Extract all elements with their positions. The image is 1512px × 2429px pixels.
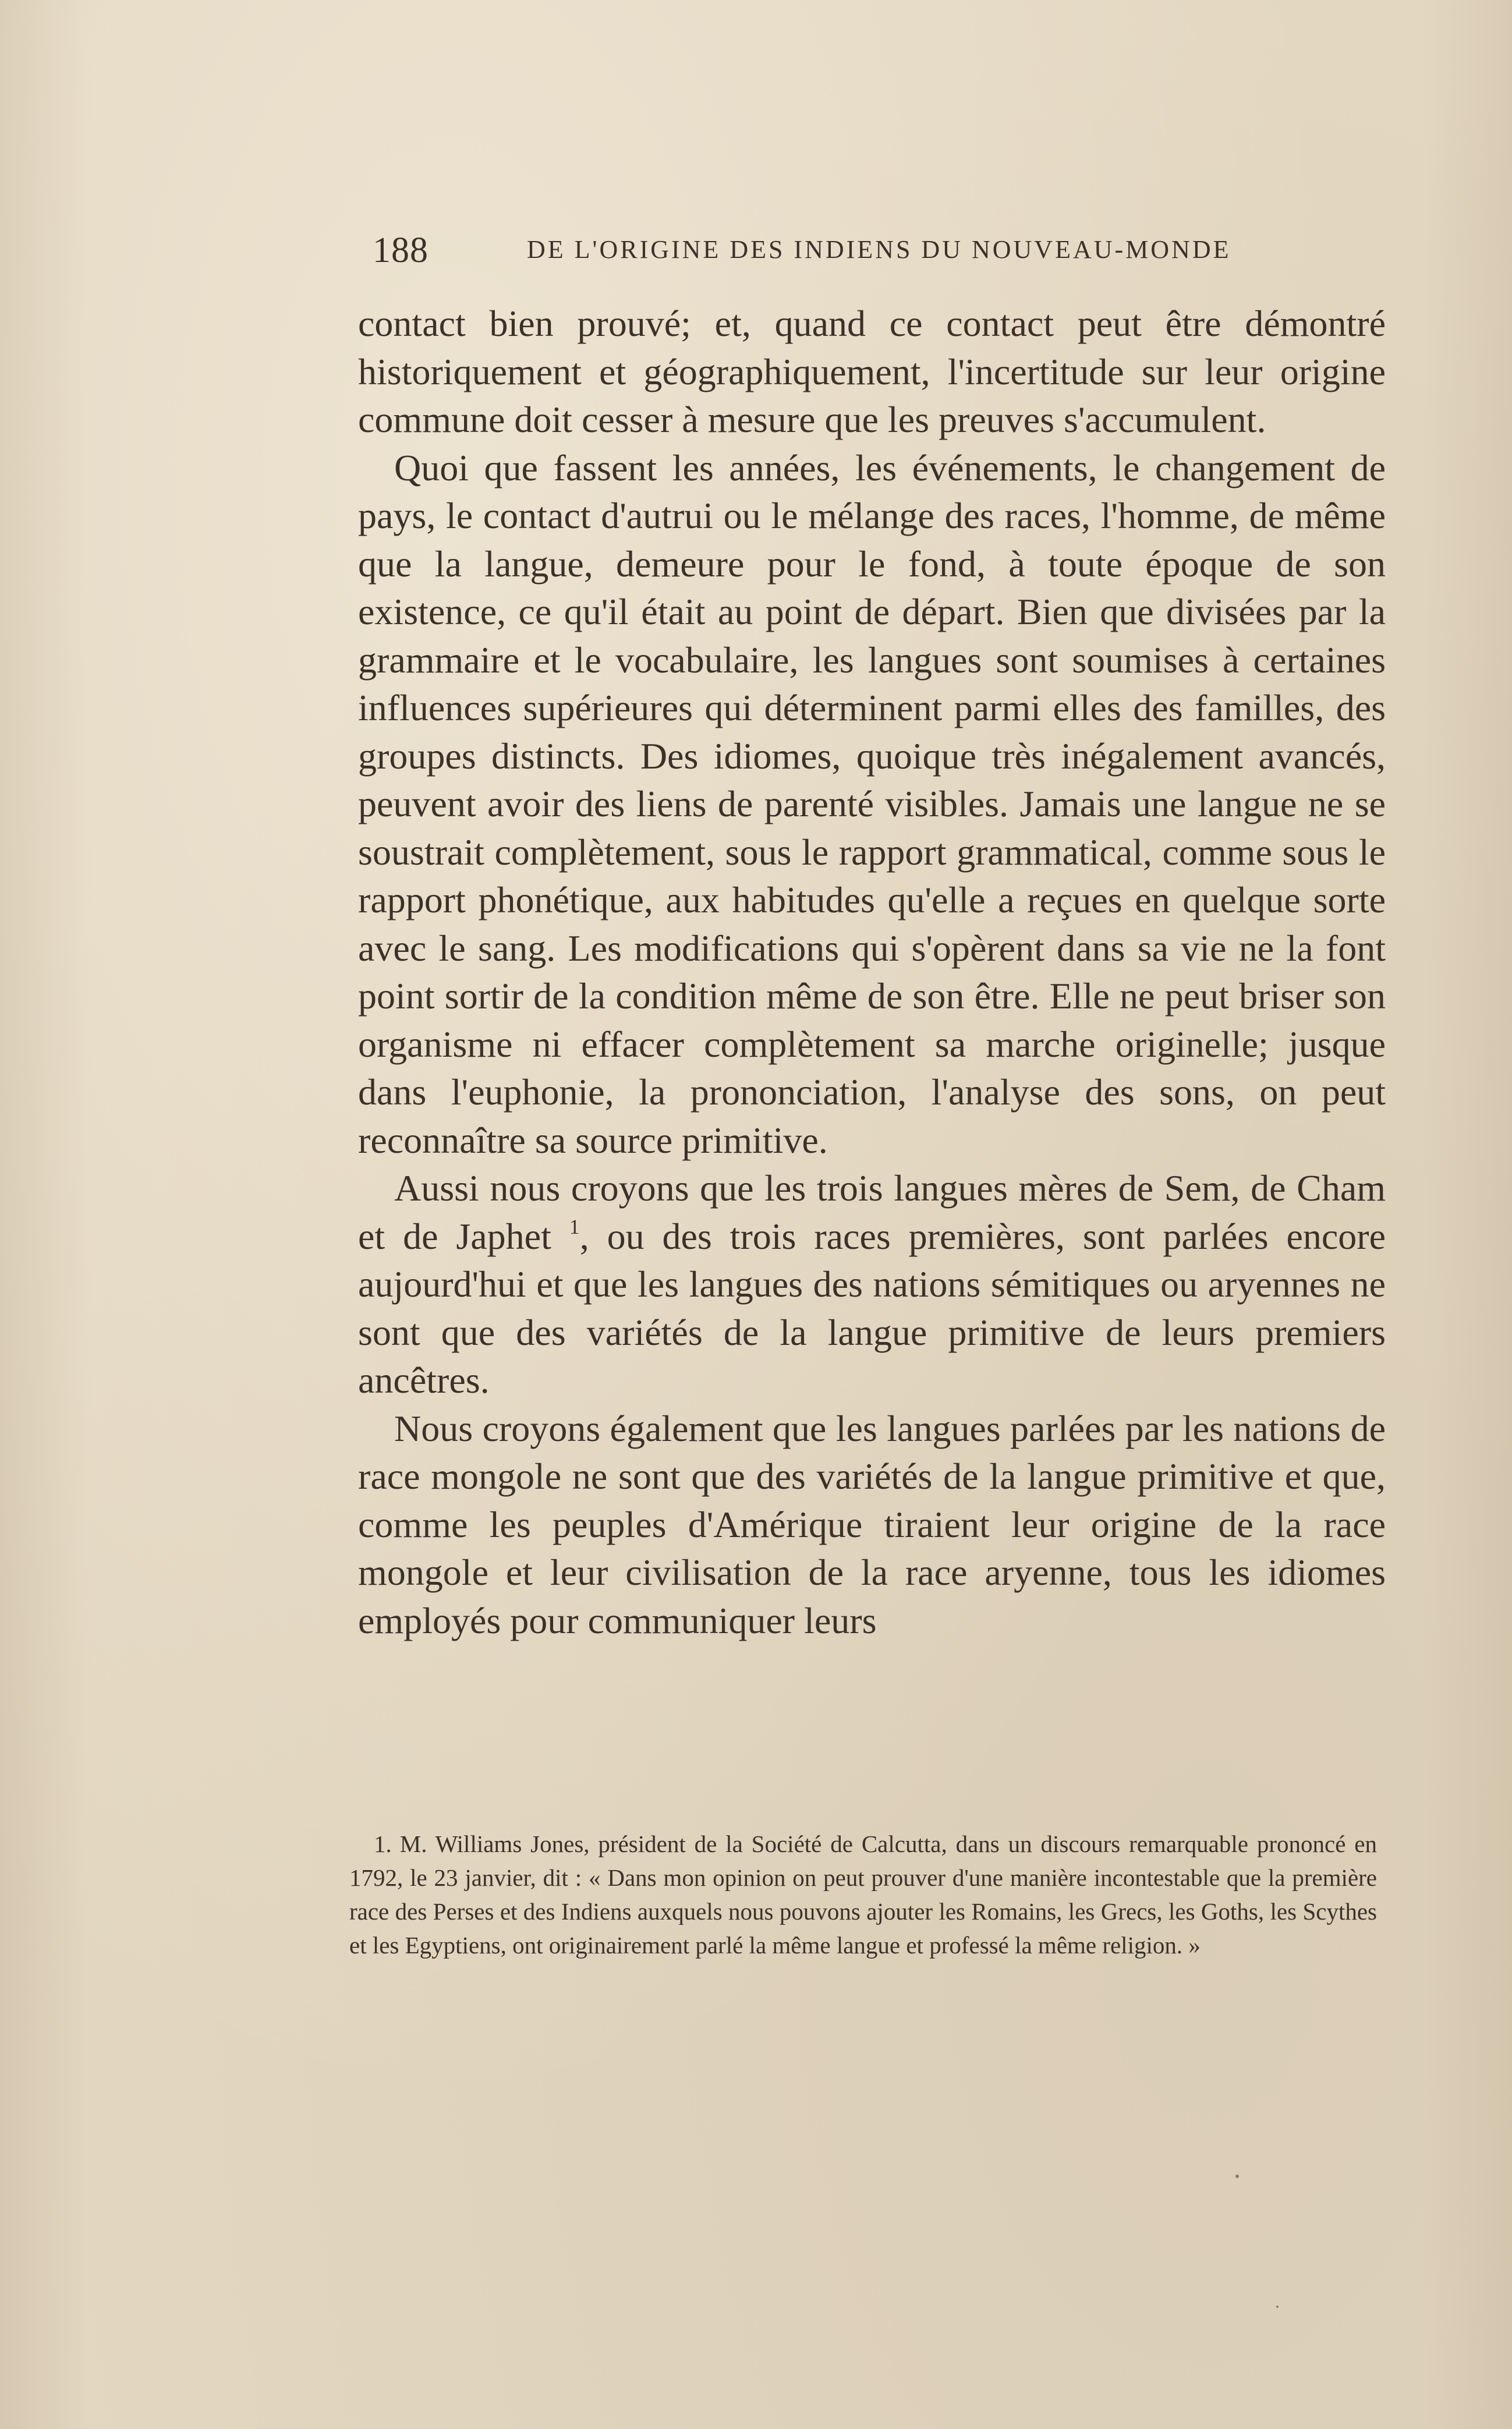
footnote-1 bbox=[349, 1827, 1377, 1962]
paragraph-3 bbox=[358, 1164, 1386, 1405]
body-text bbox=[358, 300, 1386, 1645]
paragraph-4: Nous croyons également que les langues parlées par les nations de race mongole ne sont que des variétés de la langue primitive et que, comme les peuples d'Amérique tiraient leur origine de la race mongole et leur civilisation de la race aryenne, tous les idiomes employés pour communiquer leurs bbox=[358, 1407, 1386, 1641]
footnote-reference[interactable]: 1 bbox=[569, 1214, 580, 1238]
running-title: DE L'ORIGINE DES INDIENS DU NOUVEAU-MONDE bbox=[527, 235, 1231, 264]
running-head bbox=[373, 230, 1374, 277]
paragraph-3-text-b: , ou des trois races premières, sont parlées encore aujourd'hui et que les langues des nations sémitiques ou aryennes ne sont que des variétés de la langue primitive de leurs premiers ancêtres. bbox=[358, 1215, 1386, 1401]
footnote-text: M. Williams Jones, président de la Société de Calcutta, dans un discours remarquable prononcé en 1792, le 23 janvier, dit : « Dans mon opinion on peut prouver d'une manière incontestable que la première race des Perses et des Indiens auxquels nous pouvons ajouter les Romains, les Grecs, les Goths, les Scythes et les Egyptiens, ont originairement parlé la même langue et professé la même religion. » bbox=[349, 1830, 1377, 1959]
paper-speck bbox=[1276, 2306, 1279, 2308]
paper-speck bbox=[1235, 2175, 1239, 2178]
footnote-mark: 1. bbox=[374, 1830, 392, 1857]
paragraph-3-text-a: Aussi nous croyons que les trois langues mères de Sem, de Cham et de Japhet bbox=[358, 1167, 1386, 1257]
paragraph-1: contact bien prouvé; et, quand ce contact peut être démontré historiquement et géographiquement, l'incertitude sur leur origine commune doit cesser à mesure que les preuves s'accumulent. bbox=[358, 303, 1386, 440]
page-number: 188 bbox=[373, 231, 429, 270]
paragraph-2: Quoi que fassent les années, les événements, le changement de pays, le contact d'autrui ou le mélange des races, l'homme, de même que la langue, demeure pour le fond, à toute époque de son existence, ce qu'il était au point de départ. Bien que divisées par la grammaire et le vocabulaire, les langues sont soumises à certaines influences supérieures qui déterminent parmi elles des familles, des groupes distincts. Des idiomes, quoique très inégalement avancés, peuvent avoir des liens de parenté visibles. Jamais une langue ne se soustrait complètement, sous le rapport grammatical, comme sous le rapport phonétique, aux habitudes qu'elle a reçues en quelque sorte avec le sang. Les modifications qui s'opèrent dans sa vie ne la font point sortir de la condition même de son être. Elle ne peut briser son organisme ni effacer complètement sa marche originelle; jusque dans l'euphonie, la prononciation, l'analyse des sons, on peut reconnaître sa source primitive. bbox=[358, 447, 1386, 1161]
footnotes bbox=[349, 1827, 1377, 1962]
